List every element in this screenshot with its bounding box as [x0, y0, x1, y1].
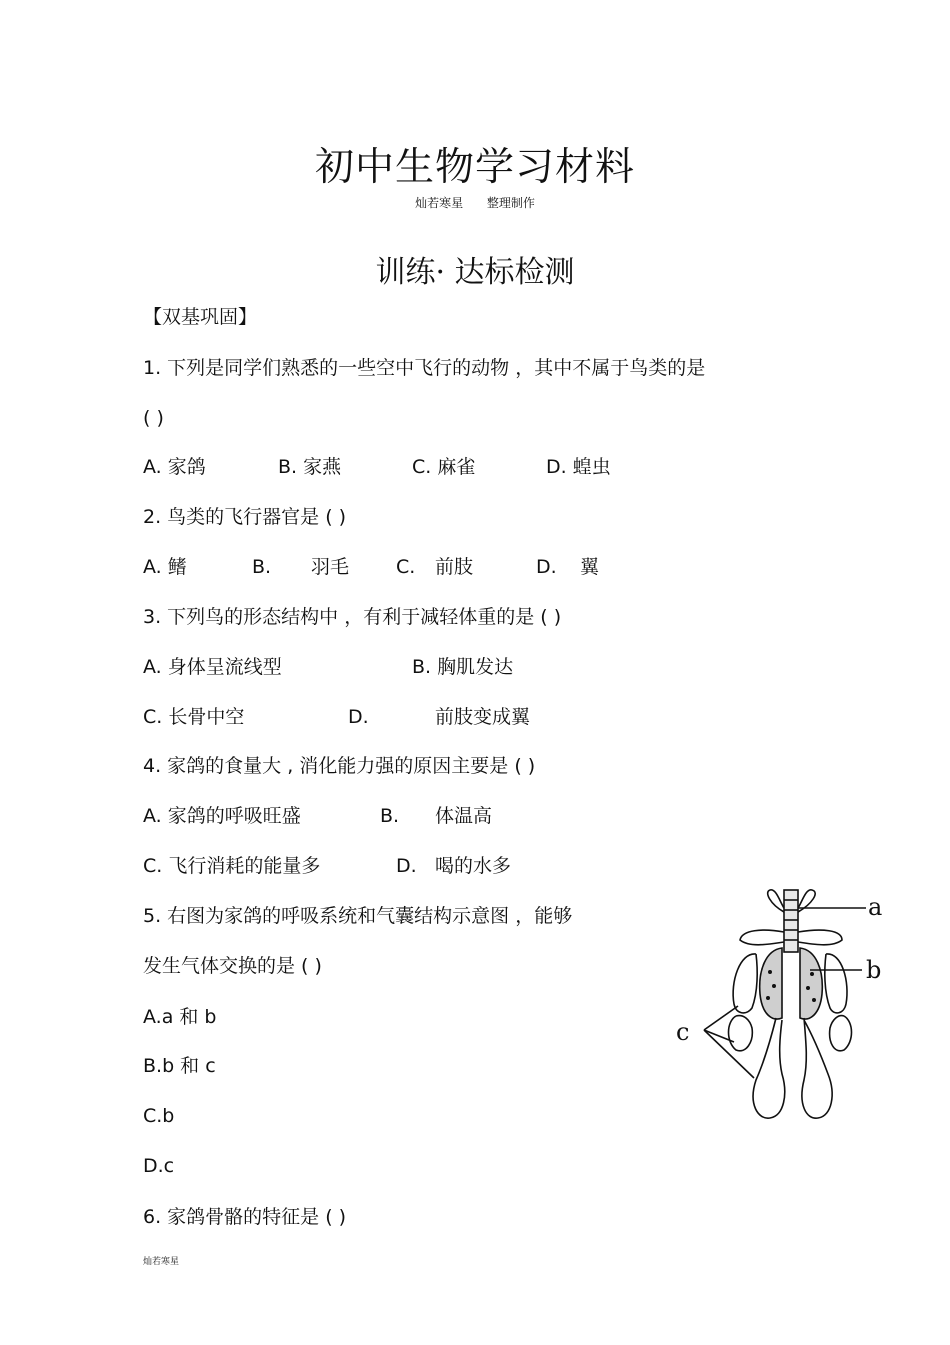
page-title: 初中生物学习材料: [314, 145, 635, 190]
q5-option-c: C.b: [143, 1105, 175, 1127]
q2-option-a: A. 鳍: [143, 556, 187, 578]
q4-option-d-letter: D.: [396, 855, 417, 877]
q4-option-b-letter: B.: [380, 805, 400, 827]
question-3-stem: 3. 下列鸟的形态结构中 ，有利于减轻体重的是 ( ): [143, 606, 562, 628]
q2-option-b-text: 羽毛: [311, 556, 350, 578]
respiratory-system-diagram: [670, 882, 900, 1127]
q1-option-d: D. 蝗虫: [546, 456, 611, 478]
q2-option-d-letter: D.: [536, 556, 557, 578]
q2-option-d-text: 翼: [580, 556, 600, 578]
question-6-stem: 6. 家鸽骨骼的特征是 ( ): [143, 1206, 347, 1228]
q1-option-a: A. 家鸽: [143, 456, 206, 478]
q2-option-c-letter: C.: [396, 556, 416, 578]
q2-option-c-text: 前肢: [435, 556, 474, 578]
subsection-heading: 【双基巩固】: [143, 306, 258, 328]
q5-option-d: D.c: [143, 1155, 175, 1177]
q3-option-c: C. 长骨中空: [143, 706, 245, 728]
footer-text: 灿若寒星: [143, 1257, 180, 1267]
author-name: 灿若寒星: [415, 196, 464, 210]
subtitle: [0, 194, 950, 211]
q2-option-b-letter: B.: [252, 556, 272, 578]
q5-option-a: A.a 和 b: [143, 1006, 217, 1028]
question-4-stem: 4. 家鸽的食量大 , 消化能力强的原因主要是 ( ): [143, 755, 536, 777]
q4-option-c: C. 飞行消耗的能量多: [143, 855, 321, 877]
q4-option-a: A. 家鸽的呼吸旺盛: [143, 805, 301, 827]
diagram-label-a: a: [868, 893, 883, 921]
q1-option-c: C. 麻雀: [412, 456, 476, 478]
credit-text: 整理制作: [486, 196, 535, 210]
section-title: 训练· 达标检测: [375, 255, 575, 290]
diagram-label-b: b: [866, 956, 882, 984]
q3-option-a: A. 身体呈流线型: [143, 656, 282, 678]
q4-option-b-text: 体温高: [435, 805, 493, 827]
q3-option-d-letter: D.: [348, 706, 369, 728]
q4-option-d-text: 喝的水多: [435, 855, 512, 877]
question-1-stem-cont: ( ): [143, 407, 164, 429]
q3-option-d-text: 前肢变成翼: [435, 706, 531, 728]
question-5-stem-cont: 发生气体交换的是 ( ): [143, 955, 322, 977]
question-1-stem: 1. 下列是同学们熟悉的一些空中飞行的动物 ，其中不属于鸟类的是: [143, 357, 706, 379]
question-5-stem: 5. 右图为家鸽的呼吸系统和气囊结构示意图 ，能够: [143, 905, 573, 927]
q5-option-b: B.b 和 c: [143, 1055, 216, 1077]
diagram-label-c: c: [676, 1018, 690, 1046]
q3-option-b: B. 胸肌发达: [412, 656, 514, 678]
q1-option-b: B. 家燕: [278, 456, 342, 478]
question-2-stem: 2. 鸟类的飞行器官是 ( ): [143, 506, 347, 528]
